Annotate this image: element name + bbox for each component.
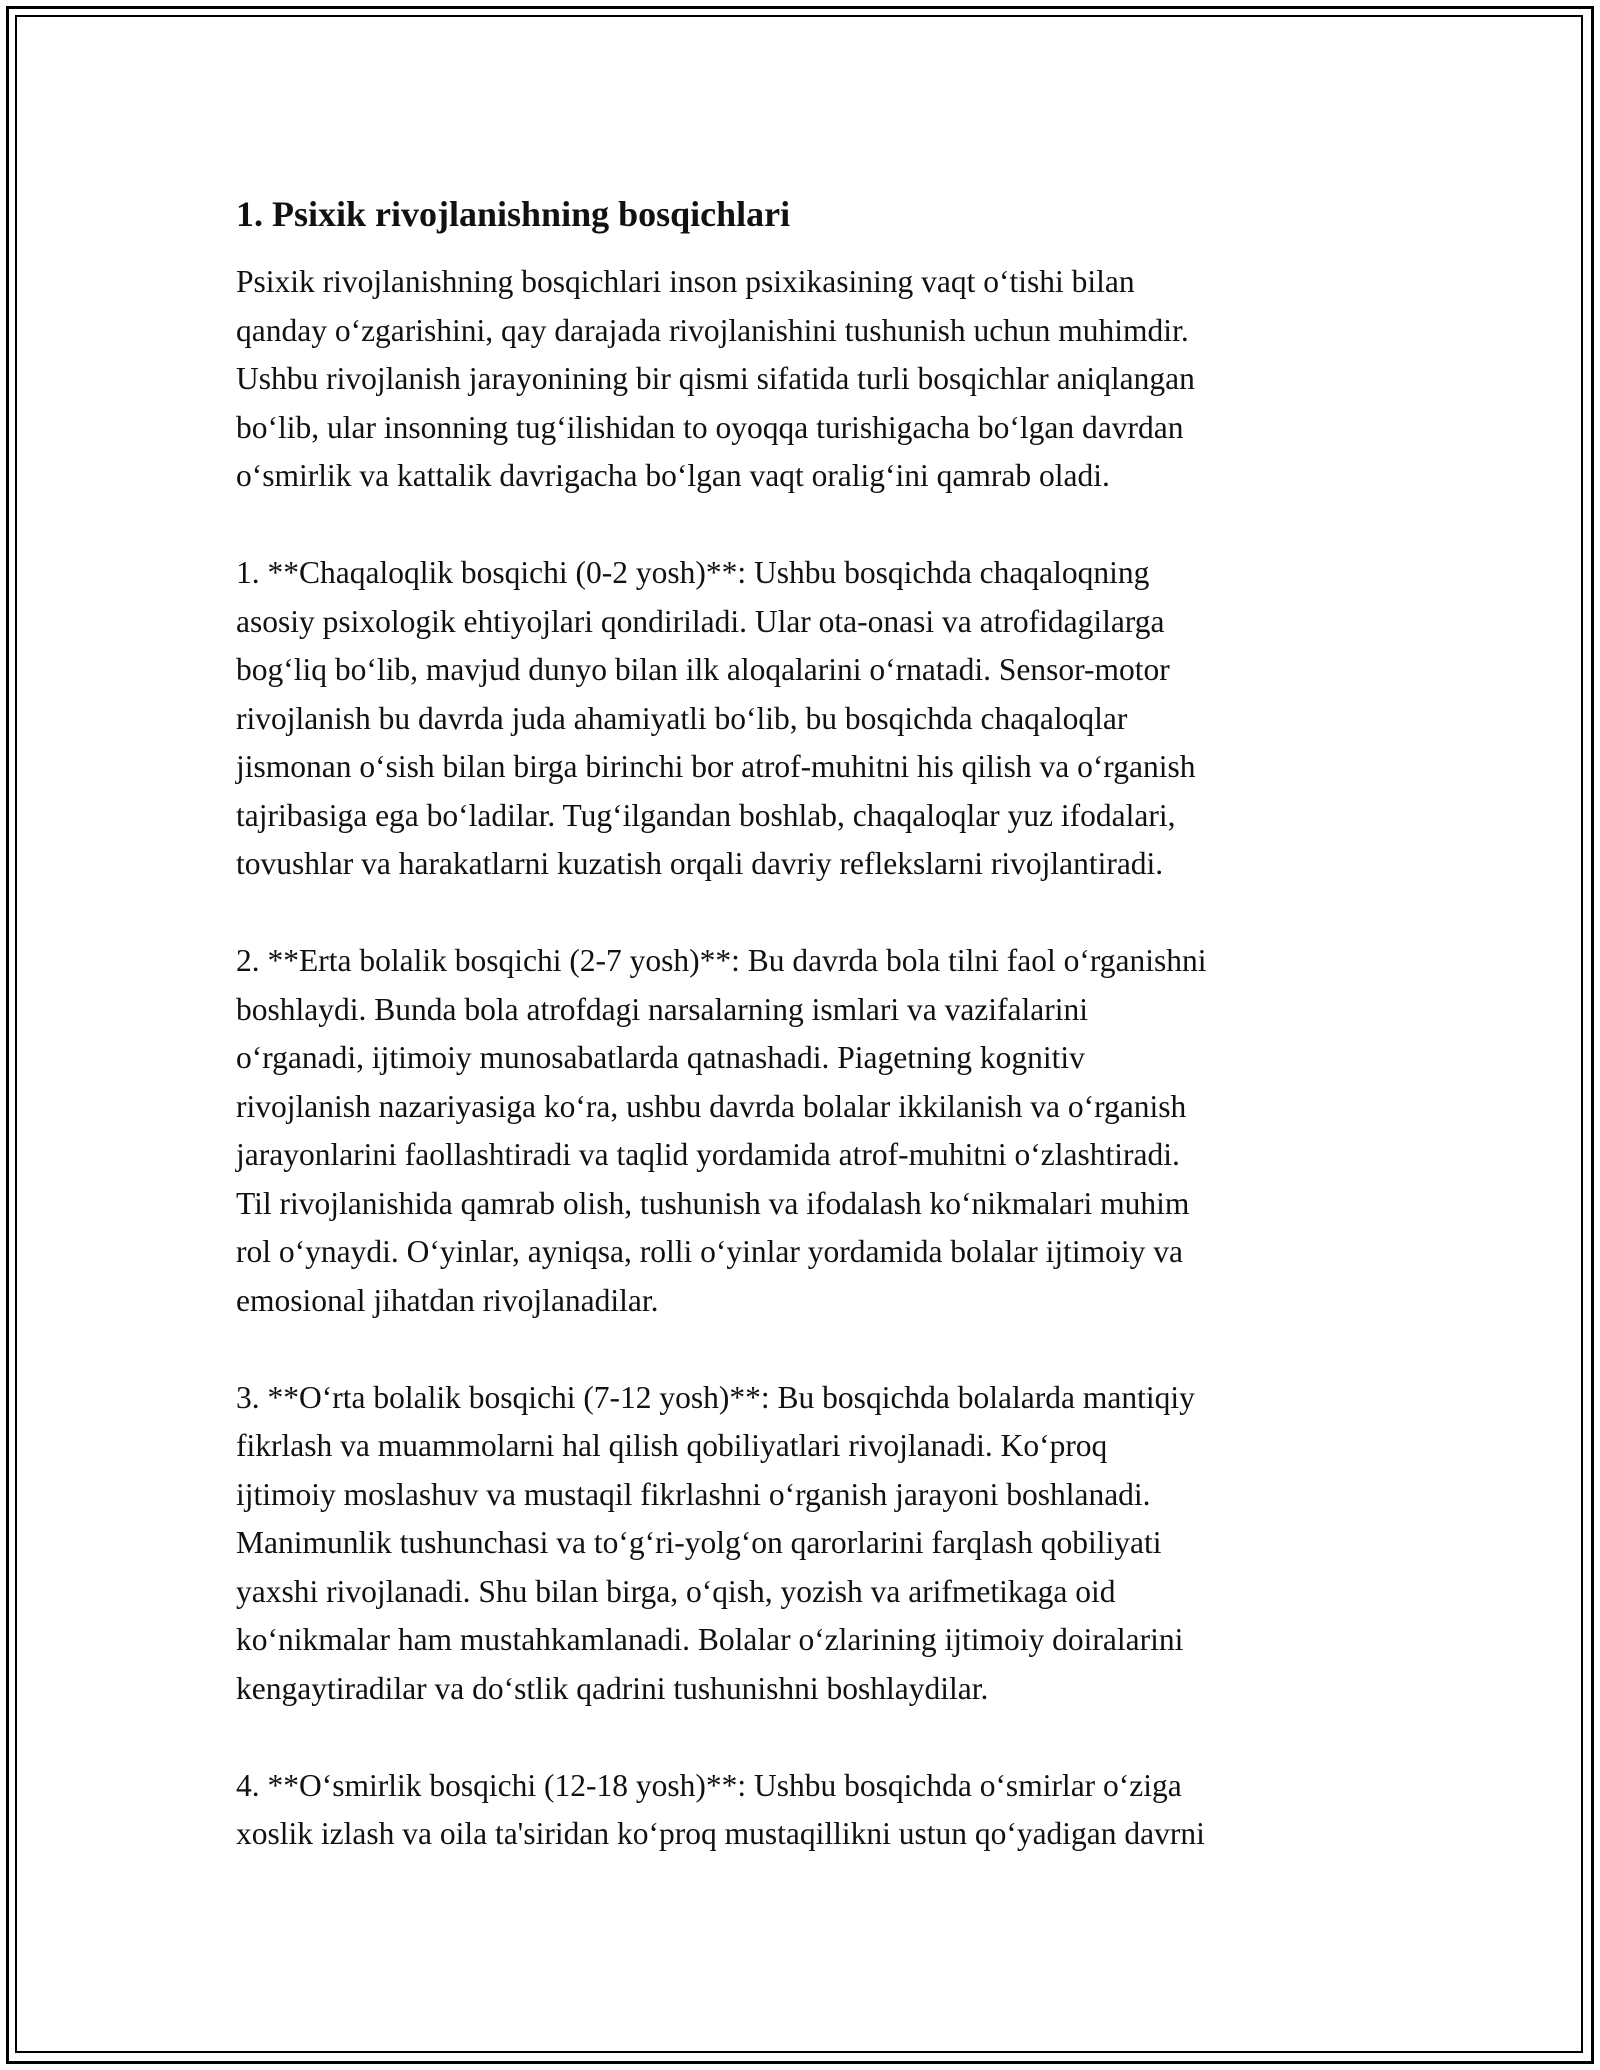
text-line: boʻlib, ular insonning tugʻilishidan to oyoqqa turishigacha boʻlgan davrdan bbox=[236, 409, 1184, 445]
text-line: 1. **Chaqaloqlik bosqichi (0-2 yosh)**: Ushbu bosqichda chaqaloqning bbox=[236, 555, 1150, 590]
text-line: rivojlanish nazariyasiga koʻra, ushbu davrda bolalar ikkilanish va oʻrganish bbox=[236, 1088, 1187, 1124]
text-line: 3. **Oʻrta bolalik bosqichi (7-12 yosh)**: Bu bosqichda bolalarda mantiqiy bbox=[236, 1379, 1195, 1415]
text-line: rol oʻynaydi. Oʻyinlar, ayniqsa, rolli oʻyinlar yordamida bolalar ijtimoiy va bbox=[236, 1234, 1183, 1269]
text-line: fikrlash va muammolarni hal qilish qobiliyatlari rivojlanadi. Koʻproq bbox=[236, 1428, 1108, 1463]
text-line: emosional jihatdan rivojlanadilar. bbox=[236, 1282, 659, 1318]
text-line: rivojlanish bu davrda juda ahamiyatli boʻlib, bu bosqichda chaqaloqlar bbox=[236, 700, 1128, 736]
text-line: asosiy psixologik ehtiyojlari qondiriladi. Ular ota-onasi va atrofidagilarga bbox=[236, 603, 1165, 639]
text-line: 2. **Erta bolalik bosqichi (2-7 yosh)**: Bu davrda bola tilni faol oʻrganishni bbox=[236, 943, 1207, 978]
text-line: oʻrganadi, ijtimoiy munosabatlarda qatnashadi. Piagetning kognitiv bbox=[236, 1040, 1085, 1075]
text-line: Ushbu rivojlanish jarayonining bir qismi sifatida turli bosqichlar aniqlangan bbox=[236, 361, 1195, 396]
paragraph-early-childhood-stage bbox=[236, 937, 1376, 1325]
paragraph-adolescence-stage bbox=[236, 1762, 1376, 1859]
text-line: jismonan oʻsish bilan birga birinchi bor atrof-muhitni his qilish va oʻrganish bbox=[236, 749, 1196, 784]
document-body bbox=[236, 190, 1376, 1859]
text-line: Psixik rivojlanishning bosqichlari inson psixikasining vaqt oʻtishi bilan bbox=[236, 264, 1135, 299]
paragraph-intro bbox=[236, 258, 1376, 501]
text-line: oʻsmirlik va kattalik davrigacha boʻlgan vaqt oraligʻini qamrab oladi. bbox=[236, 458, 1110, 493]
text-line: boshlaydi. Bunda bola atrofdagi narsalarning ismlari va vazifalarini bbox=[236, 991, 1088, 1027]
text-line: Manimunlik tushunchasi va toʻgʻri-yolgʻon qarorlarini farqlash qobiliyati bbox=[236, 1525, 1162, 1560]
section-heading: 1. Psixik rivojlanishning bosqichlari bbox=[236, 194, 791, 234]
text-line: Til rivojlanishida qamrab olish, tushunish va ifodalash koʻnikmalari muhim bbox=[236, 1185, 1190, 1221]
text-line: ijtimoiy moslashuv va mustaqil fikrlashni oʻrganish jarayoni boshlanadi. bbox=[236, 1476, 1151, 1512]
text-line: tovushlar va harakatlarni kuzatish orqali davriy reflekslarni rivojlantiradi. bbox=[236, 846, 1164, 881]
text-line: xoslik izlash va oila ta'siridan koʻproq mustaqillikni ustun qoʻyadigan davrni bbox=[236, 1816, 1205, 1851]
text-line: koʻnikmalar ham mustahkamlanadi. Bolalar oʻzlarining ijtimoiy doiralarini bbox=[236, 1622, 1184, 1657]
text-line: tajribasiga ega boʻladilar. Tugʻilgandan boshlab, chaqaloqlar yuz ifodalari, bbox=[236, 797, 1176, 833]
text-line: 4. **Oʻsmirlik bosqichi (12-18 yosh)**: Ushbu bosqichda oʻsmirlar oʻziga bbox=[236, 1767, 1182, 1803]
text-line: yaxshi rivojlanadi. Shu bilan birga, oʻqish, yozish va arifmetikaga oid bbox=[236, 1573, 1116, 1609]
text-line: kengaytiradilar va doʻstlik qadrini tushunishni boshlaydilar. bbox=[236, 1670, 989, 1706]
paragraph-infancy-stage bbox=[236, 549, 1376, 889]
paragraph-middle-childhood-stage bbox=[236, 1374, 1376, 1714]
text-line: qanday oʻzgarishini, qay darajada rivojlanishini tushunish uchun muhimdir. bbox=[236, 312, 1189, 348]
text-line: jarayonlarini faollashtiradi va taqlid yordamida atrof-muhitni oʻzlashtiradi. bbox=[236, 1137, 1180, 1172]
text-line: bogʻliq boʻlib, mavjud dunyo bilan ilk aloqalarini oʻrnatadi. Sensor-motor bbox=[236, 652, 1170, 687]
